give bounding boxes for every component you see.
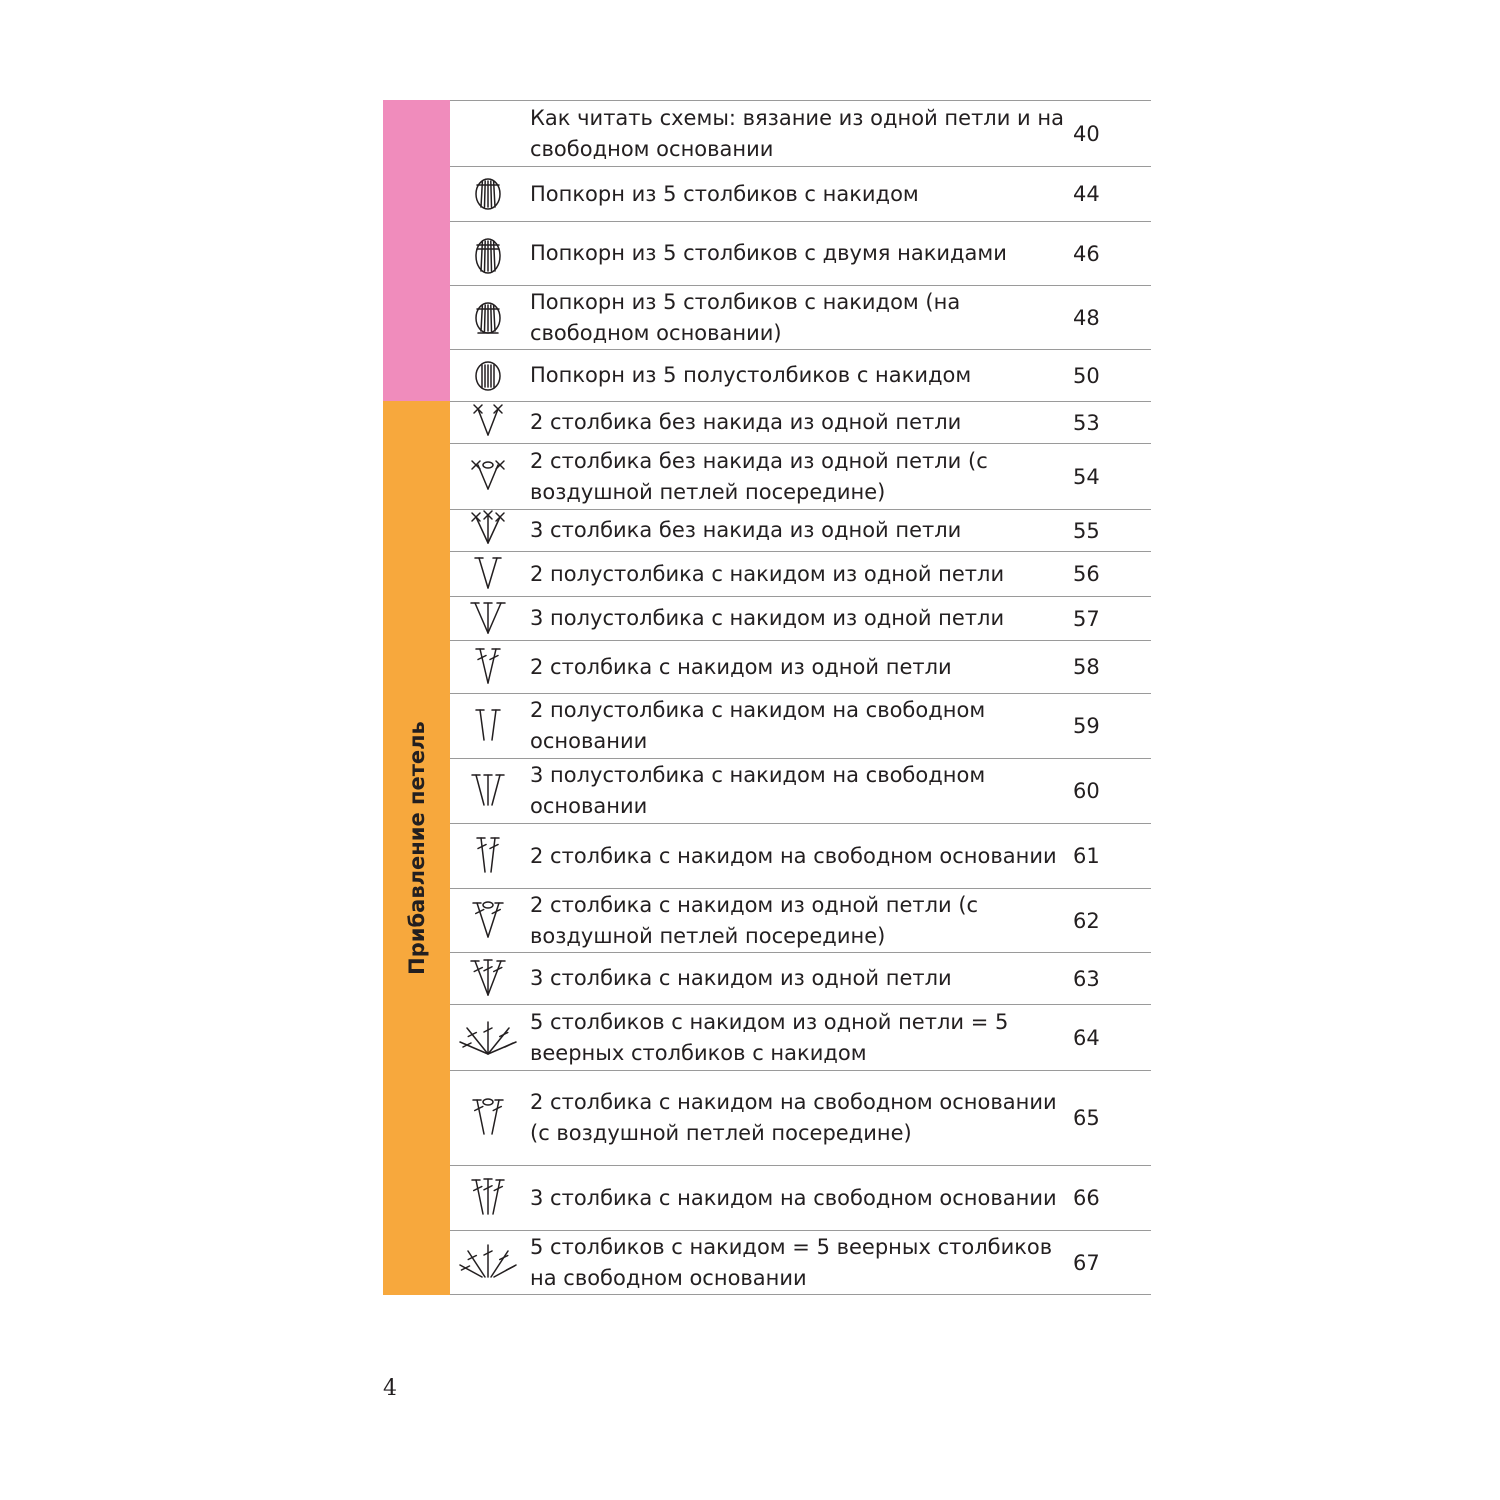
toc-page-number: 62	[1073, 908, 1100, 933]
table-of-contents	[383, 100, 1151, 1295]
2hdc-one-stitch-icon	[450, 552, 526, 596]
toc-title: 2 столбика без накида из одной петли (с воздушной петлей посередине)	[530, 448, 988, 504]
2dc-one-stitch-icon	[450, 645, 526, 689]
toc-page-number: 44	[1073, 182, 1100, 206]
toc-page-number: 48	[1073, 305, 1100, 330]
2hdc-free-base-icon	[468, 704, 508, 748]
toc-title: Попкорн из 5 столбиков с накидом	[530, 181, 919, 206]
popcorn-5hdc-icon	[468, 354, 508, 398]
toc-title: 3 столбика с накидом из одной петли	[530, 966, 952, 990]
toc-page-number: 67	[1073, 1250, 1100, 1275]
toc-row[interactable]	[450, 1004, 1151, 1070]
toc-page-number: 60	[1073, 779, 1100, 803]
toc-row[interactable]	[450, 952, 1151, 1004]
2sc-ch-one-stitch-icon	[450, 455, 526, 499]
toc-title: 2 столбика с накидом на свободном основании	[530, 843, 1057, 868]
toc-page-number: 55	[1073, 518, 1100, 543]
section-color-bar	[383, 401, 450, 1295]
5dc-fan-free-base-icon	[450, 1241, 526, 1285]
toc-title: Как читать схемы: вязание из одной петли и на свободном основании	[530, 105, 1064, 161]
toc-page-number: 61	[1073, 844, 1100, 868]
2dc-ch-one-stitch-icon	[450, 899, 526, 943]
toc-page-number: 64	[1073, 1025, 1100, 1050]
popcorn-5dc-free-base-icon	[450, 296, 526, 340]
toc-row[interactable]	[450, 1230, 1151, 1295]
toc-row[interactable]	[450, 758, 1151, 823]
toc-row[interactable]	[450, 640, 1151, 693]
toc-row[interactable]	[450, 285, 1151, 349]
2dc-free-base-icon	[468, 834, 508, 878]
toc-row[interactable]	[450, 888, 1151, 952]
toc-title: 2 столбика с накидом из одной петли (с воздушной петлей посередине)	[530, 892, 979, 948]
toc-row[interactable]	[450, 551, 1151, 596]
toc-page-number: 63	[1073, 966, 1100, 991]
toc-row[interactable]	[450, 443, 1151, 509]
toc-title: 3 полустолбика с накидом из одной петли	[530, 606, 1005, 630]
toc-page-number: 59	[1073, 714, 1100, 738]
toc-page-number: 46	[1073, 241, 1100, 266]
3hdc-one-stitch-icon	[450, 597, 526, 641]
popcorn-5tr-icon	[468, 232, 508, 276]
2dc-ch-one-stitch-icon	[468, 899, 508, 943]
section-popcorn	[383, 100, 1151, 401]
2dc-one-stitch-icon	[468, 645, 508, 689]
2sc-one-stitch-icon	[450, 401, 526, 445]
5dc-fan-one-stitch-icon	[450, 1016, 526, 1060]
3sc-one-stitch-icon	[450, 509, 526, 553]
popcorn-5dc-icon	[468, 172, 508, 216]
toc-title: 3 столбика с накидом на свободном основании	[530, 1185, 1057, 1210]
toc-row[interactable]	[450, 823, 1151, 888]
toc-row[interactable]	[450, 401, 1151, 443]
5dc-fan-free-base-icon	[458, 1241, 518, 1285]
2hdc-one-stitch-icon	[468, 552, 508, 596]
2dc-free-base-icon	[450, 834, 526, 878]
toc-row[interactable]	[450, 596, 1151, 640]
toc-title: 2 столбика с накидом из одной петли	[530, 654, 952, 679]
section-color-bar	[383, 100, 450, 401]
toc-title: 5 столбиков с накидом = 5 веерных столбиков на свободном основании	[530, 1234, 1053, 1290]
toc-page-number: 65	[1073, 1106, 1100, 1130]
popcorn-5dc-icon	[450, 172, 526, 216]
popcorn-5hdc-icon	[450, 354, 526, 398]
toc-row[interactable]	[450, 221, 1151, 285]
toc-page-number: 40	[1073, 121, 1100, 146]
toc-title: 3 полустолбика с накидом на свободном основании	[530, 763, 986, 818]
section-label: Прибавление петель	[404, 721, 429, 975]
toc-title: 2 полустолбика с накидом на свободном основании	[530, 698, 986, 753]
toc-title: 5 столбиков с накидом из одной петли = 5 веерных столбиков с накидом	[530, 1009, 1009, 1065]
toc-title: 2 столбика без накида из одной петли	[530, 410, 962, 434]
3sc-one-stitch-icon	[468, 509, 508, 553]
toc-row[interactable]	[450, 509, 1151, 551]
section-increases	[383, 401, 1151, 1295]
toc-title: Попкорн из 5 столбиков с двумя накидами	[530, 241, 1007, 265]
3dc-free-base-icon	[450, 1176, 526, 1220]
toc-title: 3 столбика без накида из одной петли	[530, 518, 962, 542]
toc-row[interactable]	[450, 693, 1151, 758]
2hdc-free-base-icon	[450, 704, 526, 748]
toc-page-number: 54	[1073, 464, 1100, 489]
2dc-ch-free-base-icon	[450, 1096, 526, 1140]
3hdc-free-base-icon	[468, 769, 508, 813]
2sc-ch-one-stitch-icon	[468, 455, 508, 499]
3hdc-one-stitch-icon	[468, 597, 508, 641]
5dc-fan-one-stitch-icon	[458, 1016, 518, 1060]
toc-page-number: 58	[1073, 655, 1100, 679]
page-number: 4	[383, 1376, 397, 1401]
toc-page-number: 57	[1073, 606, 1100, 631]
toc-row[interactable]	[450, 1070, 1151, 1165]
2dc-ch-free-base-icon	[468, 1096, 508, 1140]
3dc-one-stitch-icon	[468, 957, 508, 1001]
toc-row[interactable]	[450, 1165, 1151, 1230]
3dc-free-base-icon	[468, 1176, 508, 1220]
3dc-one-stitch-icon	[450, 957, 526, 1001]
3hdc-free-base-icon	[450, 769, 526, 813]
toc-page-number: 66	[1073, 1186, 1100, 1210]
toc-page-number: 50	[1073, 363, 1100, 388]
toc-row[interactable]	[450, 166, 1151, 221]
toc-title: 2 столбика с накидом на свободном основании (с воздушной петлей посередине)	[530, 1090, 1057, 1145]
toc-row[interactable]	[450, 100, 1151, 166]
toc-row[interactable]	[450, 349, 1151, 401]
toc-page-number: 56	[1073, 562, 1100, 586]
toc-title: Попкорн из 5 полустолбиков с накидом	[530, 363, 972, 387]
popcorn-5tr-icon	[450, 232, 526, 276]
toc-page-number: 53	[1073, 410, 1100, 435]
toc-title: Попкорн из 5 столбиков с накидом (на свободном основании)	[530, 289, 961, 345]
popcorn-5dc-free-base-icon	[468, 296, 508, 340]
toc-title: 2 полустолбика с накидом из одной петли	[530, 561, 1005, 586]
2sc-one-stitch-icon	[468, 401, 508, 445]
